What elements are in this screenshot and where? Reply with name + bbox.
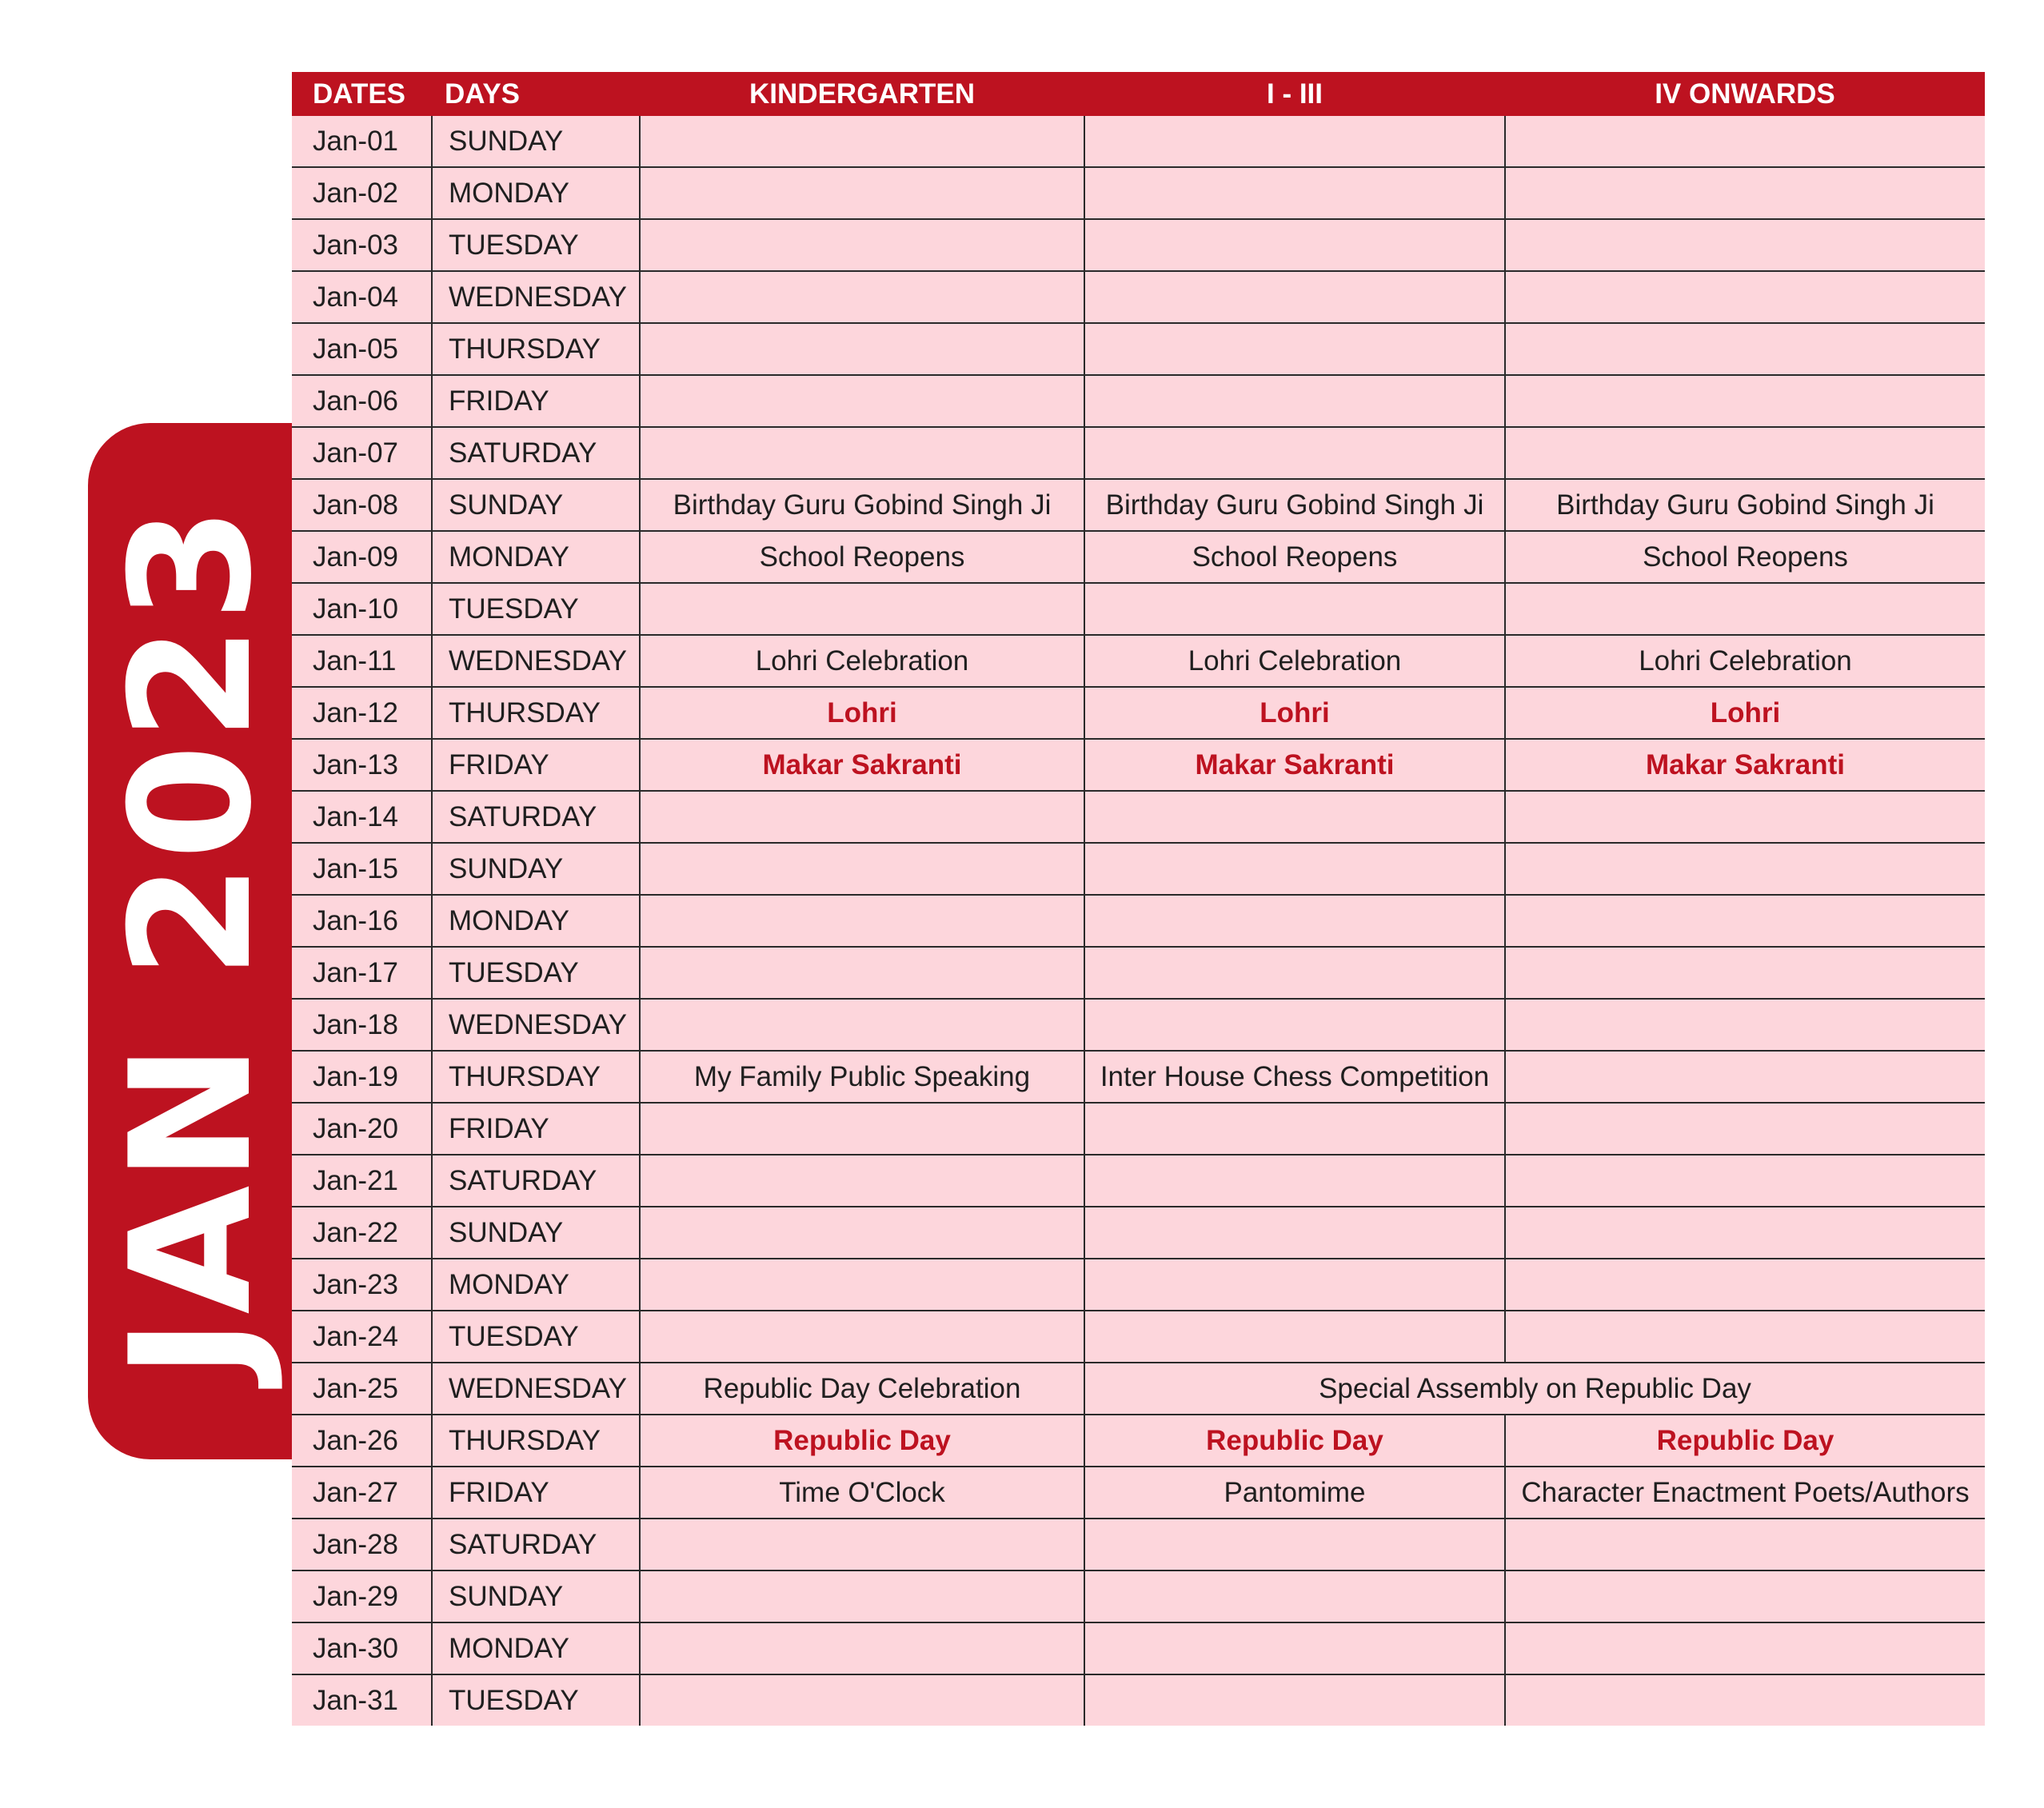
day-cell: SATURDAY <box>432 1519 640 1571</box>
table-row <box>292 999 1985 1051</box>
table-row <box>292 687 1985 739</box>
kindergarten-event-cell <box>640 1103 1084 1155</box>
day-cell: TUESDAY <box>432 583 640 635</box>
day-cell: SATURDAY <box>432 1155 640 1207</box>
date-cell: Jan-22 <box>292 1207 432 1259</box>
date-cell: Jan-27 <box>292 1467 432 1519</box>
table-row <box>292 1051 1985 1103</box>
table-row <box>292 1571 1985 1622</box>
grades-1-3-event-cell <box>1084 1571 1505 1622</box>
grades-4-onwards-event-cell <box>1505 1103 1985 1155</box>
table-row <box>292 323 1985 375</box>
grades-1-3-event-cell <box>1084 167 1505 219</box>
grades-4-onwards-event-cell <box>1505 167 1985 219</box>
grades-4-onwards-event-cell: Makar Sakranti <box>1505 739 1985 791</box>
kindergarten-event-cell <box>640 1311 1084 1363</box>
day-cell: MONDAY <box>432 531 640 583</box>
grades-1-3-event-cell <box>1084 1311 1505 1363</box>
grades-4-onwards-event-cell: Lohri <box>1505 687 1985 739</box>
day-cell: THURSDAY <box>432 1415 640 1467</box>
day-cell: SATURDAY <box>432 427 640 479</box>
kindergarten-event-cell <box>640 375 1084 427</box>
table-row <box>292 1311 1985 1363</box>
kindergarten-event-cell <box>640 323 1084 375</box>
grades-4-onwards-event-cell <box>1505 791 1985 843</box>
table-row <box>292 791 1985 843</box>
grades-1-3-event-cell <box>1084 999 1505 1051</box>
grades-1-3-event-cell <box>1084 116 1505 167</box>
kindergarten-event-cell <box>640 1259 1084 1311</box>
day-cell: TUESDAY <box>432 1674 640 1726</box>
grades-4-onwards-event-cell <box>1505 1519 1985 1571</box>
grades-4-onwards-event-cell <box>1505 1674 1985 1726</box>
grades-4-onwards-event-cell <box>1505 583 1985 635</box>
grades-4-onwards-event-cell <box>1505 895 1985 947</box>
table-row <box>292 1207 1985 1259</box>
table-row <box>292 1103 1985 1155</box>
date-cell: Jan-18 <box>292 999 432 1051</box>
date-cell: Jan-15 <box>292 843 432 895</box>
grades-4-onwards-event-cell <box>1505 1155 1985 1207</box>
grades-4-onwards-event-cell: Birthday Guru Gobind Singh Ji <box>1505 479 1985 531</box>
day-cell: MONDAY <box>432 895 640 947</box>
day-cell: MONDAY <box>432 1622 640 1674</box>
header-grades-4-onwards: IV ONWARDS <box>1505 72 1985 116</box>
header-grades-1-3: I - III <box>1084 72 1505 116</box>
day-cell: SUNDAY <box>432 116 640 167</box>
date-cell: Jan-11 <box>292 635 432 687</box>
table-row <box>292 1363 1985 1415</box>
kindergarten-event-cell <box>640 583 1084 635</box>
kindergarten-event-cell <box>640 271 1084 323</box>
day-cell: MONDAY <box>432 167 640 219</box>
kindergarten-event-cell: Makar Sakranti <box>640 739 1084 791</box>
date-cell: Jan-04 <box>292 271 432 323</box>
day-cell: WEDNESDAY <box>432 635 640 687</box>
grades-1-3-event-cell <box>1084 583 1505 635</box>
grades-4-onwards-event-cell: Character Enactment Poets/Authors <box>1505 1467 1985 1519</box>
day-cell: TUESDAY <box>432 219 640 271</box>
calendar-table <box>292 72 1985 1726</box>
date-cell: Jan-05 <box>292 323 432 375</box>
date-cell: Jan-31 <box>292 1674 432 1726</box>
grades-1-3-event-cell <box>1084 219 1505 271</box>
grades-1-3-event-cell: Republic Day <box>1084 1415 1505 1467</box>
table-row <box>292 427 1985 479</box>
kindergarten-event-cell: Republic Day <box>640 1415 1084 1467</box>
table-row <box>292 375 1985 427</box>
kindergarten-event-cell: My Family Public Speaking <box>640 1051 1084 1103</box>
grades-4-onwards-event-cell: Lohri Celebration <box>1505 635 1985 687</box>
day-cell: WEDNESDAY <box>432 1363 640 1415</box>
grades-4-onwards-event-cell <box>1505 1622 1985 1674</box>
grades-4-onwards-event-cell <box>1505 323 1985 375</box>
date-cell: Jan-29 <box>292 1571 432 1622</box>
day-cell: SUNDAY <box>432 1571 640 1622</box>
kindergarten-event-cell: Republic Day Celebration <box>640 1363 1084 1415</box>
grades-1-3-event-cell <box>1084 843 1505 895</box>
date-cell: Jan-12 <box>292 687 432 739</box>
table-row <box>292 479 1985 531</box>
grades-1-3-event-cell: Makar Sakranti <box>1084 739 1505 791</box>
day-cell: WEDNESDAY <box>432 999 640 1051</box>
date-cell: Jan-09 <box>292 531 432 583</box>
kindergarten-event-cell <box>640 1155 1084 1207</box>
date-cell: Jan-25 <box>292 1363 432 1415</box>
grades-1-3-event-cell <box>1084 375 1505 427</box>
grades-1-3-event-cell: Lohri Celebration <box>1084 635 1505 687</box>
header-row <box>292 72 1985 116</box>
day-cell: SUNDAY <box>432 479 640 531</box>
date-cell: Jan-30 <box>292 1622 432 1674</box>
grades-1-3-event-cell <box>1084 1155 1505 1207</box>
table-row <box>292 219 1985 271</box>
kindergarten-event-cell: Lohri Celebration <box>640 635 1084 687</box>
kindergarten-event-cell <box>640 1622 1084 1674</box>
table-row <box>292 1155 1985 1207</box>
kindergarten-event-cell <box>640 999 1084 1051</box>
date-cell: Jan-26 <box>292 1415 432 1467</box>
grades-1-3-event-cell: Birthday Guru Gobind Singh Ji <box>1084 479 1505 531</box>
date-cell: Jan-17 <box>292 947 432 999</box>
date-cell: Jan-14 <box>292 791 432 843</box>
kindergarten-event-cell: Lohri <box>640 687 1084 739</box>
grades-4-onwards-event-cell <box>1505 219 1985 271</box>
date-cell: Jan-01 <box>292 116 432 167</box>
grades-1-3-event-cell <box>1084 895 1505 947</box>
date-cell: Jan-06 <box>292 375 432 427</box>
table-row <box>292 947 1985 999</box>
day-cell: THURSDAY <box>432 323 640 375</box>
kindergarten-event-cell: Time O'Clock <box>640 1467 1084 1519</box>
grades-1-3-event-cell <box>1084 1622 1505 1674</box>
table-row <box>292 635 1985 687</box>
grades-1-3-event-cell <box>1084 427 1505 479</box>
date-cell: Jan-24 <box>292 1311 432 1363</box>
grades-1-3-event-cell: School Reopens <box>1084 531 1505 583</box>
date-cell: Jan-03 <box>292 219 432 271</box>
day-cell: FRIDAY <box>432 1103 640 1155</box>
table-row <box>292 1622 1985 1674</box>
grades-1-3-event-cell: Inter House Chess Competition <box>1084 1051 1505 1103</box>
grades-4-onwards-event-cell <box>1505 1207 1985 1259</box>
grades-1-3-event-cell <box>1084 271 1505 323</box>
grades-4-onwards-event-cell: School Reopens <box>1505 531 1985 583</box>
kindergarten-event-cell <box>640 167 1084 219</box>
grades-4-onwards-event-cell <box>1505 843 1985 895</box>
day-cell: TUESDAY <box>432 947 640 999</box>
kindergarten-event-cell <box>640 116 1084 167</box>
date-cell: Jan-02 <box>292 167 432 219</box>
grades-4-onwards-event-cell <box>1505 1259 1985 1311</box>
grades-4-onwards-event-cell <box>1505 271 1985 323</box>
grades-1-3-event-cell <box>1084 947 1505 999</box>
kindergarten-event-cell <box>640 1571 1084 1622</box>
grades-4-onwards-event-cell <box>1505 1051 1985 1103</box>
kindergarten-event-cell: Birthday Guru Gobind Singh Ji <box>640 479 1084 531</box>
kindergarten-event-cell: School Reopens <box>640 531 1084 583</box>
kindergarten-event-cell <box>640 1674 1084 1726</box>
grades-1-3-event-cell <box>1084 1259 1505 1311</box>
table-row <box>292 843 1985 895</box>
header-kindergarten: KINDERGARTEN <box>640 72 1084 116</box>
grades-1-3-event-cell <box>1084 791 1505 843</box>
table-row <box>292 1519 1985 1571</box>
table-row <box>292 116 1985 167</box>
table-row <box>292 531 1985 583</box>
header-dates: DATES <box>292 72 432 116</box>
grades-4-onwards-event-cell <box>1505 375 1985 427</box>
grades-4-onwards-event-cell <box>1505 1311 1985 1363</box>
day-cell: FRIDAY <box>432 739 640 791</box>
date-cell: Jan-13 <box>292 739 432 791</box>
kindergarten-event-cell <box>640 895 1084 947</box>
day-cell: FRIDAY <box>432 375 640 427</box>
merged-event-cell: Special Assembly on Republic Day <box>1084 1363 1985 1415</box>
table-row <box>292 895 1985 947</box>
kindergarten-event-cell <box>640 427 1084 479</box>
grades-4-onwards-event-cell <box>1505 116 1985 167</box>
day-cell: MONDAY <box>432 1259 640 1311</box>
grades-4-onwards-event-cell <box>1505 999 1985 1051</box>
day-cell: THURSDAY <box>432 687 640 739</box>
date-cell: Jan-21 <box>292 1155 432 1207</box>
grades-4-onwards-event-cell <box>1505 427 1985 479</box>
month-title: JAN 2023 <box>95 503 289 1379</box>
table-row <box>292 1674 1985 1726</box>
day-cell: SUNDAY <box>432 1207 640 1259</box>
grades-4-onwards-event-cell <box>1505 1571 1985 1622</box>
table-row <box>292 1467 1985 1519</box>
kindergarten-event-cell <box>640 947 1084 999</box>
header-days: DAYS <box>432 72 640 116</box>
kindergarten-event-cell <box>640 1519 1084 1571</box>
day-cell: FRIDAY <box>432 1467 640 1519</box>
grades-1-3-event-cell <box>1084 1674 1505 1726</box>
kindergarten-event-cell <box>640 843 1084 895</box>
grades-1-3-event-cell: Lohri <box>1084 687 1505 739</box>
kindergarten-event-cell <box>640 219 1084 271</box>
date-cell: Jan-10 <box>292 583 432 635</box>
date-cell: Jan-19 <box>292 1051 432 1103</box>
kindergarten-event-cell <box>640 791 1084 843</box>
table-row <box>292 271 1985 323</box>
grades-4-onwards-event-cell: Republic Day <box>1505 1415 1985 1467</box>
grades-1-3-event-cell <box>1084 1103 1505 1155</box>
date-cell: Jan-07 <box>292 427 432 479</box>
grades-1-3-event-cell <box>1084 1519 1505 1571</box>
grades-1-3-event-cell <box>1084 323 1505 375</box>
date-cell: Jan-23 <box>292 1259 432 1311</box>
date-cell: Jan-20 <box>292 1103 432 1155</box>
date-cell: Jan-08 <box>292 479 432 531</box>
calendar-body <box>292 116 1985 1726</box>
table-row <box>292 1415 1985 1467</box>
table-row <box>292 167 1985 219</box>
date-cell: Jan-16 <box>292 895 432 947</box>
kindergarten-event-cell <box>640 1207 1084 1259</box>
day-cell: SUNDAY <box>432 843 640 895</box>
table-row <box>292 583 1985 635</box>
day-cell: THURSDAY <box>432 1051 640 1103</box>
date-cell: Jan-28 <box>292 1519 432 1571</box>
grades-1-3-event-cell <box>1084 1207 1505 1259</box>
table-row <box>292 739 1985 791</box>
day-cell: WEDNESDAY <box>432 271 640 323</box>
table-row <box>292 1259 1985 1311</box>
day-cell: SATURDAY <box>432 791 640 843</box>
day-cell: TUESDAY <box>432 1311 640 1363</box>
grades-4-onwards-event-cell <box>1505 947 1985 999</box>
grades-1-3-event-cell: Pantomime <box>1084 1467 1505 1519</box>
